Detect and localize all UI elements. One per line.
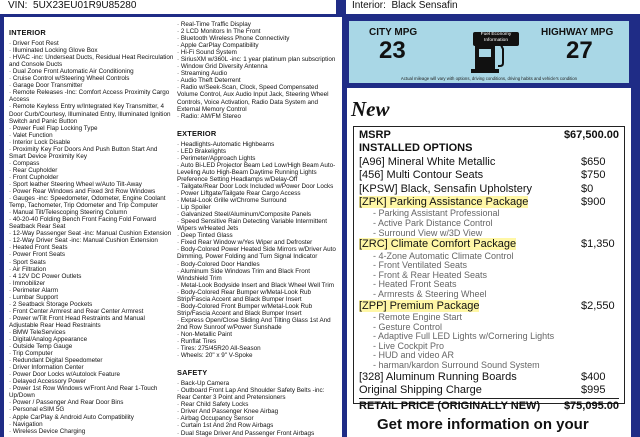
option-label: Aluminum Running Boards bbox=[385, 370, 517, 383]
feature-item: · Power Front Seats bbox=[9, 251, 174, 258]
feature-item: · SiriusXM w/360L -inc: 1 year platinum plan subscription bbox=[177, 56, 339, 63]
options-list bbox=[359, 156, 619, 384]
feature-item: · Power 1st Row Windows w/Front And Rear 1-Touch Up/Down bbox=[9, 385, 174, 399]
vin-value: 5UX23EU01R9U85280 bbox=[33, 0, 137, 11]
option-label: Parking Assistance Package bbox=[389, 196, 529, 209]
vin-label: VIN: bbox=[8, 0, 28, 11]
feature-item: · Illuminated Locking Glove Box bbox=[9, 47, 174, 54]
feature-item: · Wireless Device Charging bbox=[9, 428, 174, 435]
feature-item: · Express Open/Close Sliding And Tilting Glass 1st And 2nd Row Sunroof w/Power Sunshade bbox=[177, 317, 339, 331]
feature-item: · HVAC -inc: Underseat Ducts, Residual Heat Recirculation and Console Ducts bbox=[9, 54, 174, 68]
option-label: Climate Comfort Package bbox=[390, 238, 517, 251]
feature-item: · Front Cupholder bbox=[9, 174, 174, 181]
feature-item: · Hi-Fi Sound System bbox=[177, 49, 339, 56]
feature-item: · Body-Colored Power Heated Side Mirrors w/Driver Auto Dimming, Power Folding and Turn Signal Indicator bbox=[177, 246, 339, 260]
feature-item: · Aluminum Side Windows Trim and Black Front Windshield Trim bbox=[177, 268, 339, 282]
feature-item: · Remote Releases -Inc: Comfort Access Proximity Cargo Access bbox=[9, 89, 174, 103]
feature-item: · Perimeter/Approach Lights bbox=[177, 155, 339, 162]
option-label: Black, Sensafin Upholstery bbox=[400, 182, 533, 195]
option-row bbox=[359, 371, 619, 384]
more-info-heading: Get more information on your bbox=[377, 416, 589, 433]
option-subitem: - Heated Front Seats bbox=[359, 280, 619, 290]
feature-item: · Radio: AM/FM Stereo bbox=[177, 113, 339, 120]
feature-item: · Digital/Analog Appearance bbox=[9, 336, 174, 343]
msrp-label: MSRP bbox=[359, 129, 391, 141]
interior-label: Interior: bbox=[352, 0, 386, 11]
feature-item: · Metal-Look Grille w/Chrome Surround bbox=[177, 197, 339, 204]
option-subitem: - Gesture Control bbox=[359, 323, 619, 333]
feature-item: · Personal eSIM 5G bbox=[9, 406, 174, 413]
city-mpg-value: 23 bbox=[379, 37, 406, 64]
shipping-row bbox=[359, 384, 619, 397]
option-row bbox=[359, 300, 619, 313]
feature-item: · 2 LCD Monitors In The Front bbox=[177, 28, 339, 35]
option-row bbox=[359, 156, 619, 169]
feature-item: · 2 Seatback Storage Pockets bbox=[9, 301, 174, 308]
feature-item: · Proximity Key For Doors And Push Button Start And Smart Device Proximity Key bbox=[9, 146, 174, 160]
option-label: Mineral White Metallic bbox=[387, 155, 496, 168]
option-subitem: - Remote Engine Start bbox=[359, 313, 619, 323]
interior-value: Black Sensafin bbox=[391, 0, 458, 11]
highway-mpg-label: HIGHWAY MPG bbox=[541, 27, 614, 38]
option-price: $750 bbox=[581, 169, 606, 182]
feature-item: · Window Grid Diversity Antenna bbox=[177, 63, 339, 70]
option-price: $1,350 bbox=[581, 238, 615, 251]
feature-item: · Audio Theft Deterrent bbox=[177, 77, 339, 84]
safety-list bbox=[177, 380, 339, 436]
option-price: $400 bbox=[581, 370, 606, 383]
feature-item: · 4 12V DC Power Outlets bbox=[9, 273, 174, 280]
shipping-value: $995 bbox=[581, 383, 606, 396]
feature-item: · Gauges -inc: Speedometer, Odometer, Engine Coolant Temp, Tachometer, Trip Odometer and Trip Computer bbox=[9, 195, 174, 209]
installed-options-label: INSTALLED OPTIONS bbox=[359, 142, 473, 155]
option-code: [ZRC] bbox=[359, 238, 391, 251]
feature-item: · 40-20-40 Folding Bench Front Facing Fold Forward Seatback Rear Seat bbox=[9, 216, 174, 230]
option-subitem: - HUD and video AR bbox=[359, 351, 619, 361]
feature-item: · Galvanized Steel/Aluminum/Composite Panels bbox=[177, 211, 339, 218]
feature-item: · LED Brakelights bbox=[177, 148, 339, 155]
feature-item: · Deep Tinted Glass bbox=[177, 232, 339, 239]
option-name bbox=[359, 196, 528, 209]
exterior-section-title: EXTERIOR bbox=[177, 128, 217, 138]
feature-item: · Curtain 1st And 2nd Row Airbags bbox=[177, 422, 339, 429]
option-subitem: - Adaptive Full LED Lights w/Cornering Lights bbox=[359, 332, 619, 342]
feature-item: · Rear Child Safety Locks bbox=[177, 401, 339, 408]
fuel-badge-line2: Information bbox=[484, 37, 508, 43]
city-mpg-label: CITY MPG bbox=[369, 27, 418, 38]
feature-item: · Power w/Tilt Front Head Restraints and Manual Adjustable Rear Head Restraints bbox=[9, 315, 174, 329]
feature-item: · Immobilizer bbox=[9, 280, 174, 287]
feature-item: · Power Rear Windows and Fixed 3rd Row Windows bbox=[9, 188, 174, 195]
tech-list bbox=[177, 21, 339, 120]
msrp-row bbox=[359, 129, 619, 142]
feature-item: · Power / Passenger And Rear Door Bins bbox=[9, 399, 174, 406]
feature-item: · Auto Bi-LED Projector Beam Led Low/High Beam Auto-Leveling Auto High-Beam Daytime Running Lights Preference Setting Headlamps w/Delay-Off bbox=[177, 162, 339, 183]
feature-item: · Air Filtration bbox=[9, 266, 174, 273]
price-box bbox=[353, 126, 625, 413]
option-code: [328] bbox=[359, 370, 386, 383]
option-price: $2,550 bbox=[581, 299, 615, 312]
feature-item: · Runflat Tires bbox=[177, 338, 339, 345]
fuel-economy-badge bbox=[473, 32, 519, 46]
feature-item: · 12-Way Passenger Seat -inc: Manual Cushion Extension bbox=[9, 230, 174, 237]
feature-item: · Cruise Control w/Steering Wheel Controls bbox=[9, 75, 174, 82]
installed-options-row bbox=[359, 142, 619, 155]
option-label: Premium Package bbox=[389, 299, 480, 312]
feature-item: · Airbag Occupancy Sensor bbox=[177, 415, 339, 422]
option-code: [ZPK] bbox=[359, 196, 390, 209]
option-row bbox=[359, 238, 619, 251]
feature-item: · Compass bbox=[9, 160, 174, 167]
feature-item: · Power Liftgate/Tailgate Rear Cargo Access bbox=[177, 190, 339, 197]
feature-item: · Driver And Passenger Knee Airbag bbox=[177, 408, 339, 415]
feature-item: · Body-Colored Rear Bumper w/Metal-Look Rub Strip/Fascia Accent and Black Bumper Insert bbox=[177, 289, 339, 303]
feature-item: · Apple CarPlay & Android Auto Compatibility bbox=[9, 414, 174, 421]
feature-item: · Heated Front Seats bbox=[9, 244, 174, 251]
feature-item: · Outside Temp Gauge bbox=[9, 343, 174, 350]
feature-item: · Manual Tilt/Telescoping Steering Column bbox=[9, 209, 174, 216]
feature-item: · Dual Zone Front Automatic Air Conditioning bbox=[9, 68, 174, 75]
option-name bbox=[359, 300, 479, 313]
feature-item: · Rear Cupholder bbox=[9, 167, 174, 174]
feature-item: · Redundant Digital Speedometer bbox=[9, 357, 174, 364]
retail-label: RETAIL PRICE (ORIGINALLY NEW) bbox=[359, 400, 541, 413]
highway-mpg-value: 27 bbox=[566, 37, 593, 64]
option-name bbox=[359, 238, 516, 251]
feature-item: · Headlights-Automatic Highbeams bbox=[177, 141, 339, 148]
feature-item: · Wheels: 20" x 9" V-Spoke bbox=[177, 352, 339, 359]
feature-item: · BMW TeleServices bbox=[9, 329, 174, 336]
feature-item: · Tailgate/Rear Door Lock Included w/Power Door Locks bbox=[177, 183, 339, 190]
feature-item: · Sport leather Steering Wheel w/Auto Tilt-Away bbox=[9, 181, 174, 188]
feature-item: · Bluetooth Wireless Phone Connectivity bbox=[177, 35, 339, 42]
feature-item: · Trip Computer bbox=[9, 350, 174, 357]
safety-section-title: SAFETY bbox=[177, 368, 208, 378]
option-name bbox=[359, 371, 517, 384]
feature-item: · Metal-Look Bodyside Insert and Black Wheel Well Trim bbox=[177, 282, 339, 289]
feature-item: · Body-Colored Door Handles bbox=[177, 261, 339, 268]
shipping-label: Original Shipping Charge bbox=[359, 383, 482, 396]
option-row bbox=[359, 196, 619, 209]
feature-item: · Remote Keyless Entry w/Integrated Key Transmitter, 4 Door Curb/Courtesy, Illuminated Entry, Illuminated Ignition Switch and Panic Button bbox=[9, 103, 174, 124]
fuel-economy-note: Actual mileage will vary with options, driving conditions, driving habits and vehicle's condition bbox=[400, 76, 578, 81]
price-sticker bbox=[347, 88, 631, 437]
feature-item: · Non-Metallic Paint bbox=[177, 331, 339, 338]
retail-value: $75,095.00 bbox=[563, 400, 619, 413]
feature-item: · Streaming Audio bbox=[177, 70, 339, 77]
feature-item: · Power Door Locks w/Autolock Feature bbox=[9, 371, 174, 378]
new-heading: New bbox=[351, 97, 390, 121]
option-subitem: - Parking Assistant Professional bbox=[359, 209, 619, 219]
retail-divider bbox=[359, 398, 619, 399]
option-code: [456] bbox=[359, 169, 387, 182]
option-price: $900 bbox=[581, 196, 606, 209]
option-name bbox=[359, 169, 483, 182]
option-code: [ZPP] bbox=[359, 299, 390, 312]
feature-item: · Back-Up Camera bbox=[177, 380, 339, 387]
features-panel bbox=[4, 17, 342, 437]
feature-item: · Radio w/Seek-Scan, Clock, Speed Compensated Volume Control, Aux Audio Input Jack, Steering Wheel Controls, Voice Activation, Radio Data System and External Memory Control bbox=[177, 84, 339, 112]
option-subitem: - Surround View w/3D View bbox=[359, 229, 619, 239]
vin-box bbox=[0, 0, 336, 14]
feature-item: · Driver Information Center bbox=[9, 364, 174, 371]
feature-item: · Valet Function bbox=[9, 132, 174, 139]
feature-item: · Perimeter Alarm bbox=[9, 287, 174, 294]
option-code: [KPSW] bbox=[359, 182, 401, 195]
feature-item: · 12-Way Driver Seat -inc: Manual Cushion Extension bbox=[9, 237, 174, 244]
fuel-economy-panel bbox=[349, 21, 629, 83]
option-code: [A96] bbox=[359, 155, 388, 168]
feature-item: · Driver Foot Rest bbox=[9, 40, 174, 47]
option-subitem: - harman/kardon Surround Sound System bbox=[359, 361, 619, 371]
feature-item: · Speed Sensitive Rain Detecting Variable Intermittent Wipers w/Heated Jets bbox=[177, 218, 339, 232]
feature-item: · Real-Time Traffic Display bbox=[177, 21, 339, 28]
feature-item: · Garage Door Transmitter bbox=[9, 82, 174, 89]
option-price: $0 bbox=[581, 182, 594, 195]
feature-item: · Power Fuel Flap Locking Type bbox=[9, 125, 174, 132]
option-row bbox=[359, 169, 619, 182]
feature-item: · Delayed Accessory Power bbox=[9, 378, 174, 385]
interior-list bbox=[9, 40, 174, 435]
feature-item: · Apple CarPlay Compatibility bbox=[177, 42, 339, 49]
option-subitem: - 4-Zone Automatic Climate Control bbox=[359, 252, 619, 262]
exterior-list bbox=[177, 141, 339, 359]
feature-item: · Interior Lock Disable bbox=[9, 139, 174, 146]
features-column-left bbox=[9, 27, 174, 435]
option-price: $650 bbox=[581, 155, 606, 168]
feature-item: · Front Center Armrest and Rear Center Armrest bbox=[9, 308, 174, 315]
feature-item: · Sport Seats bbox=[9, 259, 174, 266]
option-subitem: - Front Ventilated Seats bbox=[359, 261, 619, 271]
feature-item: · Outboard Front Lap And Shoulder Safety Belts -inc: Rear Center 3 Point and Pretensioners bbox=[177, 387, 339, 401]
features-column-right bbox=[177, 21, 339, 437]
feature-item: · Dual Stage Driver And Passenger Front Airbags bbox=[177, 430, 339, 437]
option-label: Multi Contour Seats bbox=[386, 169, 484, 182]
fuel-badge-line1: Fuel Economy bbox=[480, 32, 512, 37]
option-subitem: - Armrests & Steering Wheel bbox=[359, 290, 619, 300]
option-name bbox=[359, 156, 495, 169]
interior-section-title: INTERIOR bbox=[9, 28, 46, 37]
feature-item: · Body-Colored Front Bumper w/Metal-Look Rub Strip/Fascia Accent and Black Bumper Insert bbox=[177, 303, 339, 317]
feature-item: · Tires: 275/45R20 All-Season bbox=[177, 345, 339, 352]
option-row bbox=[359, 183, 619, 196]
msrp-value: $67,500.00 bbox=[563, 129, 619, 141]
retail-row bbox=[359, 400, 619, 413]
feature-item: · Lip Spoiler bbox=[177, 204, 339, 211]
feature-item: · Fixed Rear Window w/Yes Wiper and Defroster bbox=[177, 239, 339, 246]
option-subitem: - Live Cockpit Pro bbox=[359, 342, 619, 352]
feature-item: · Lumbar Support bbox=[9, 294, 174, 301]
option-subitem: - Active Park Distance Control bbox=[359, 219, 619, 229]
feature-item: · Navigation bbox=[9, 421, 174, 428]
option-subitem: - Front & Rear Heated Seats bbox=[359, 271, 619, 281]
interior-box bbox=[346, 0, 640, 14]
option-name bbox=[359, 183, 532, 196]
